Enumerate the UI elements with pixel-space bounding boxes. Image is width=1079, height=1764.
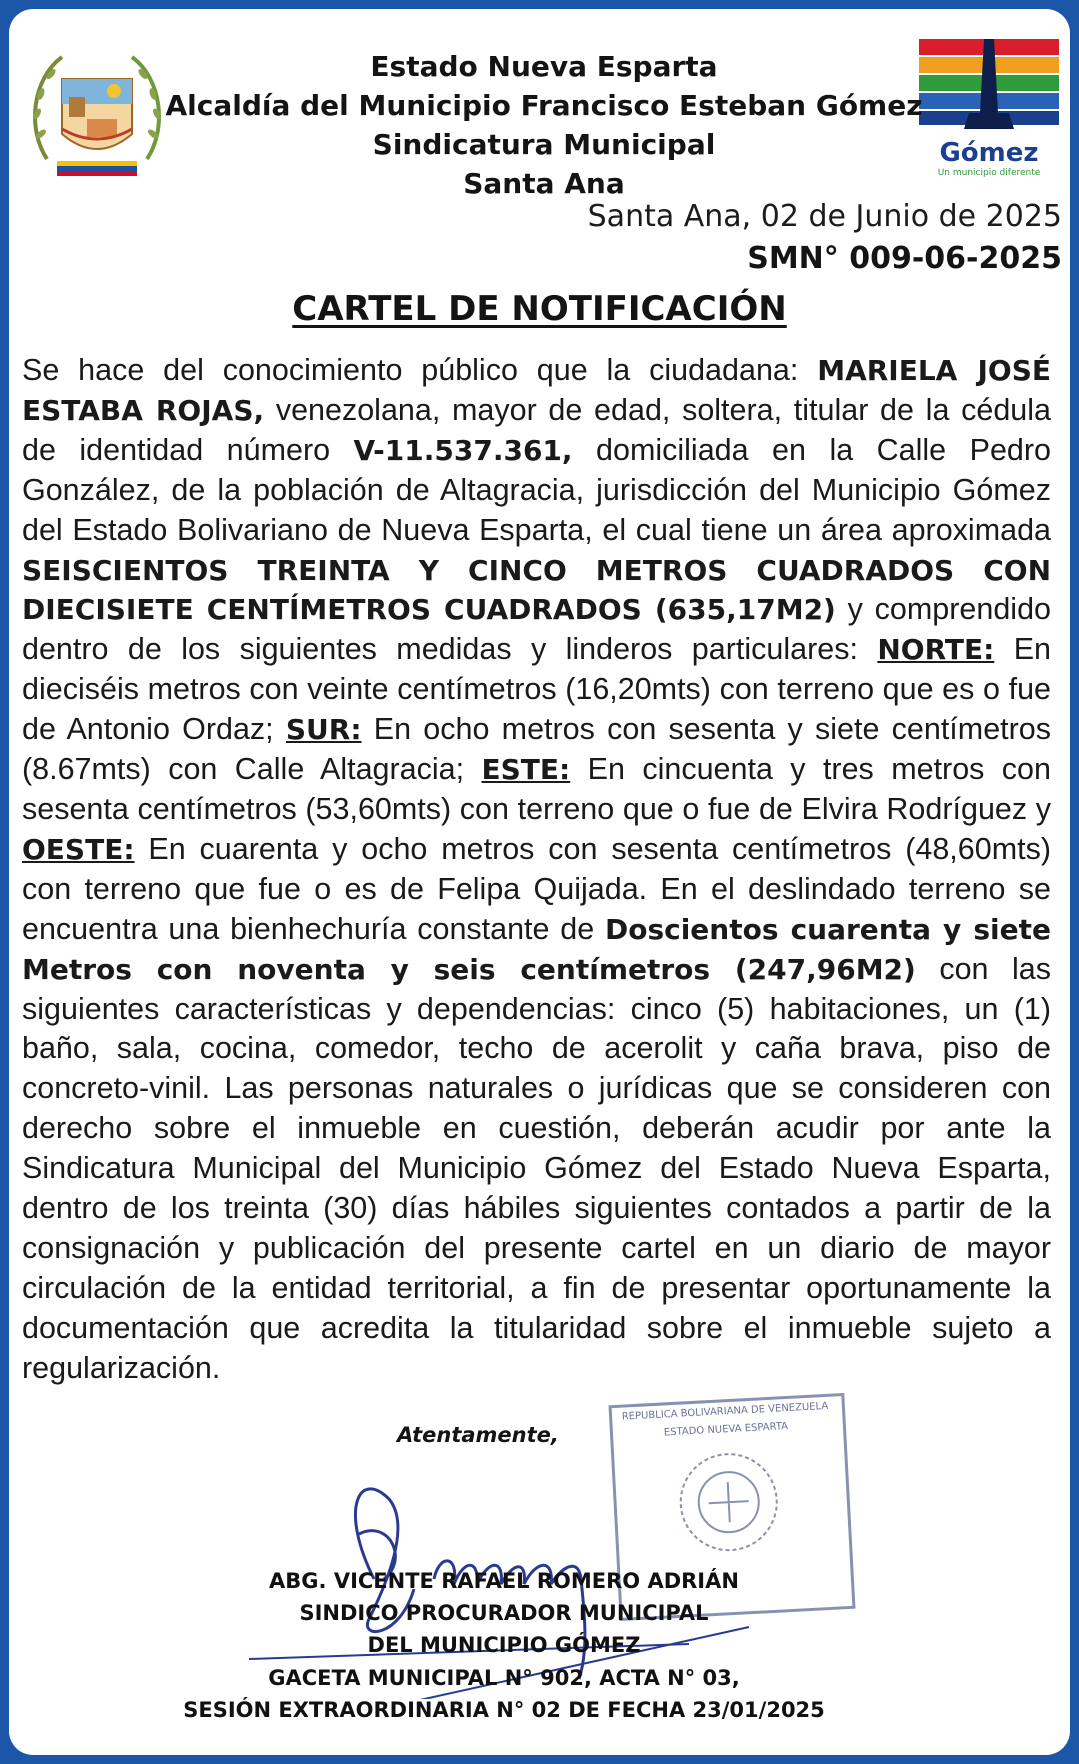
body-text: venezolana, mayor de edad, soltera, titular de la cédula de identidad número <box>22 392 1051 467</box>
header-town: Santa Ana <box>463 167 625 200</box>
header-state: Estado Nueva Esparta <box>370 50 718 83</box>
document-title-text: CARTEL DE NOTIFICACIÓN <box>292 289 787 329</box>
body-text: con las siguientes características y dependencias: cinco (5) habitaciones, un (1) baño, sala, cocina, comedor, techo de acerolit y caña brava, piso de concreto-vinil. Las personas naturales o jurídicas que se consideren con derecho sobre el inmueble en cuestión, deberán acudir por ante la Sindicatura Municipal del Municipio Gómez del Estado Nueva Esparta, dentro de los treinta (30) días hábiles siguientes contados a partir de la consignación y publicación del presente cartel en un diario de mayor circulación de la entidad territorial, a fin de presentar oportunamente la documentación que acredita la titularidad sobre el inmueble sujeto a regularización. <box>22 951 1051 1385</box>
gazette-reference: GACETA MUNICIPAL N° 902, ACTA N° 03, <box>268 1666 740 1690</box>
citizen-name: MARIELA JOSÉ ESTABA ROJAS, <box>22 354 1051 427</box>
logo-name: Gómez <box>939 138 1039 168</box>
header-mayoralty: Alcaldía del Municipio Francisco Esteban Gómez <box>165 89 923 122</box>
north-label: NORTE: <box>877 633 995 667</box>
body-text: Se hace del conocimiento público que la ciudadana: <box>22 353 818 387</box>
signatory-municipality: DEL MUNICIPIO GÓMEZ <box>367 1633 641 1657</box>
body-text: En ocho metros con sesenta y siete centímetros (8.67mts) con Calle Altagracia; <box>22 712 1051 787</box>
south-label: SUR: <box>285 713 362 747</box>
reference-number: SMN° 009-06-2025 <box>747 241 1062 276</box>
stamp-line-2: ESTADO NUEVA ESPARTA <box>663 1420 789 1439</box>
date-line: Santa Ana, 02 de Junio de 2025 <box>587 199 1062 234</box>
body-text: En cuarenta y ocho metros con sesenta centímetros (48,60mts) con terreno que fue o es de Felipa Quijada. En el deslindado terreno se encuentra una bienhechuría constante de <box>22 831 1051 946</box>
session-reference: SESIÓN EXTRAORDINARIA N° 02 DE FECHA 23/01/2025 <box>183 1698 825 1722</box>
id-number: V-11.537.361, <box>353 433 573 467</box>
body-text: y comprendido dentro de los siguientes medidas y linderos particulares: <box>22 592 1051 667</box>
signatory-title: SINDICO PROCURADOR MUNICIPAL <box>299 1601 709 1625</box>
east-label: ESTE: <box>481 753 571 787</box>
west-label: OESTE: <box>22 832 135 866</box>
notice-body <box>22 351 1051 1389</box>
letterhead <box>149 47 939 203</box>
signatory-name: ABG. VICENTE RAFAEL ROMERO ADRIÁN <box>269 1569 739 1593</box>
document-title <box>9 289 1070 329</box>
closing-salutation: Atentamente, <box>397 1423 559 1447</box>
body-text: En dieciséis metros con veinte centímetros (16,20mts) con terreno que es o fue de Antonio Ordaz; <box>22 632 1052 747</box>
logo-tagline: Un municipio diferente <box>937 168 1041 178</box>
body-text: domiciliada en la Calle Pedro González, de la población de Altagracia, jurisdicción del Municipio Gómez del Estado Bolivariano de Nueva Esparta, el cual tiene un área aproximada <box>22 432 1051 547</box>
stamp-line-1: REPUBLICA BOLIVARIANA DE VENEZUELA <box>621 1400 829 1423</box>
body-text: En cincuenta y tres metros con sesenta centímetros (53,60mts) con terreno que o fue de Elvira Rodríguez y <box>22 752 1051 826</box>
construction-area: Doscientos cuarenta y siete Metros con noventa y seis centímetros (247,96M2) <box>22 912 1051 986</box>
header-office: Sindicatura Municipal <box>372 128 716 161</box>
land-area: SEISCIENTOS TREINTA Y CINCO METROS CUADRADOS CON DIECISIETE CENTÍMETROS CUADRADOS (635,17M2) <box>22 553 1051 627</box>
notice-sheet <box>9 9 1070 1755</box>
